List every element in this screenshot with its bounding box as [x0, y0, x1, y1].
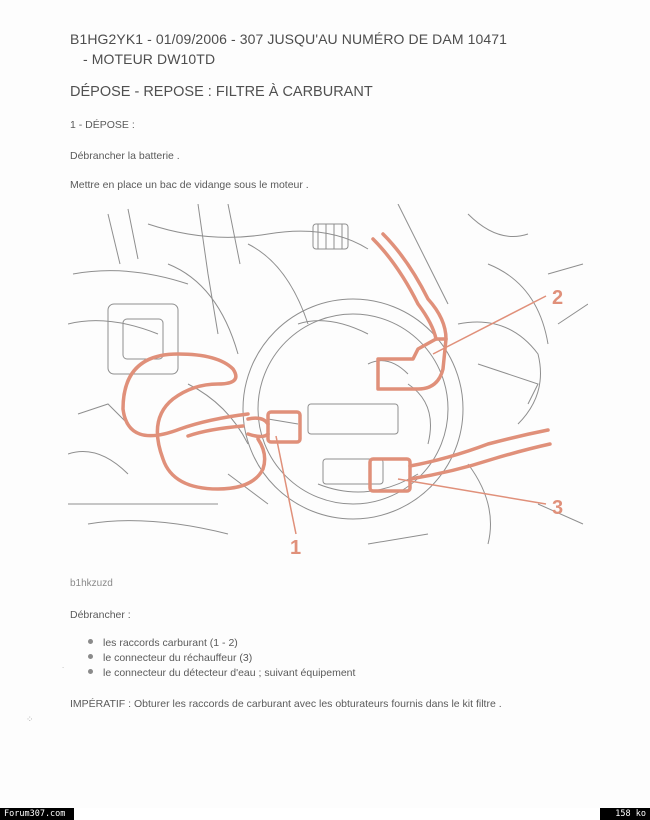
heater-connector-3 [370, 459, 410, 491]
site-label[interactable]: Forum307.com [0, 808, 74, 820]
scan-speck: ˙ [62, 666, 65, 676]
instruction-battery: Débrancher la batterie . [70, 150, 180, 162]
callout-3: 3 [552, 497, 564, 519]
engine-line: - MOTEUR DW10TD [83, 51, 216, 67]
document-reference: B1HG2YK1 - 01/09/2006 - 307 JUSQU'AU NUMÉRO DE DAM 10471 [70, 31, 508, 47]
important-label: IMPÉRATIF : [70, 698, 132, 710]
engine-linework [68, 204, 588, 544]
bullet-icon [88, 654, 93, 659]
callout-1: 1 [290, 537, 302, 559]
file-size-label: 158 ko [600, 808, 650, 820]
fuel-connector-2 [378, 339, 446, 389]
list-item: le connecteur du réchauffeur (3) [88, 651, 355, 666]
bullet-icon [88, 639, 93, 644]
fuel-hose-right [373, 234, 446, 339]
list-item: le connecteur du détecteur d'eau ; suivant équipement [88, 666, 355, 681]
callout-2: 2 [552, 287, 564, 309]
highlighted-parts [123, 234, 550, 491]
disconnect-heading: Débrancher : [70, 609, 131, 621]
fuel-hose-left-inner [188, 426, 243, 436]
fuel-filter-diagram [68, 204, 588, 564]
image-footer [0, 808, 650, 820]
callout-leaders [276, 296, 546, 534]
instruction-drain-pan: Mettre en place un bac de vidange sous le moteur . [70, 179, 309, 191]
scan-speck: ⁘ [26, 714, 34, 724]
bullet-icon [88, 669, 93, 674]
important-note [70, 698, 502, 710]
section-heading: 1 - DÉPOSE : [70, 119, 135, 131]
procedure-title: DÉPOSE - REPOSE : FILTRE À CARBURANT [70, 84, 373, 100]
disconnect-list [88, 636, 355, 681]
important-text: Obturer les raccords de carburant avec les obturateurs fournis dans le kit filtre . [131, 698, 502, 710]
figure-caption: b1hkzuzd [70, 578, 113, 589]
list-item: les raccords carburant (1 - 2) [88, 636, 355, 651]
fuel-connector-1 [268, 412, 300, 442]
